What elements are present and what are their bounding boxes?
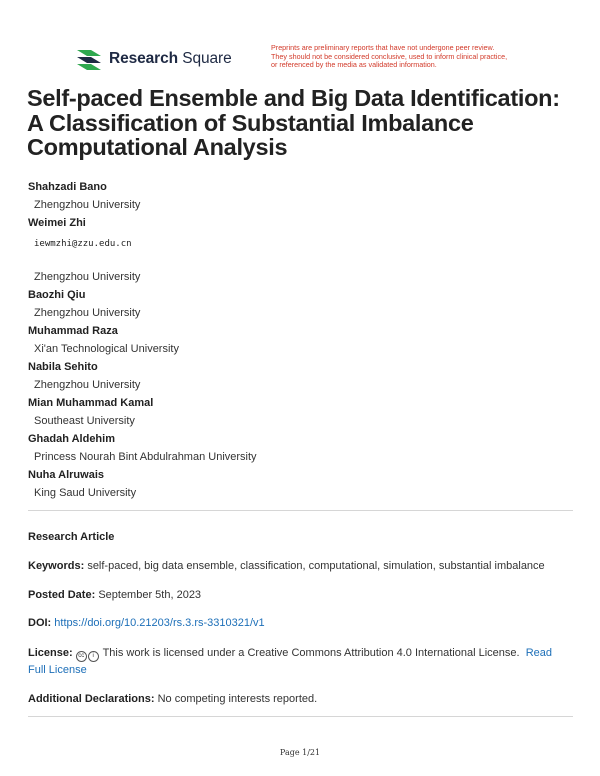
author-affiliation: Southeast University (34, 415, 135, 427)
author-name[interactable]: Baozhi Qiu (28, 289, 86, 301)
preprint-notice-line: They should not be considered conclusive, used to inform clinical practice, (271, 51, 508, 61)
keywords (28, 558, 578, 575)
author-affiliation: Zhengzhou University (34, 307, 141, 319)
author-list (28, 178, 568, 502)
posted-date-value: September 5th, 2023 (98, 589, 202, 601)
cc-by-icon: i (88, 651, 99, 662)
license-label: License: (28, 647, 73, 659)
author-affiliation: Zhengzhou University (34, 271, 141, 283)
preprint-notice-line: or referenced by the media as validated information. (271, 60, 437, 70)
author-name[interactable]: Weimei Zhi (28, 217, 86, 229)
paper-title: Self-paced Ensemble and Big Data Identification: A Classification of Substantial Imbalance Computational Analysis (27, 85, 560, 160)
research-square-logo[interactable] (75, 47, 232, 71)
section-divider (28, 716, 573, 717)
cc-icon: cc (76, 651, 87, 662)
author-name[interactable]: Mian Muhammad Kamal (28, 397, 154, 409)
author-affiliation: Zhengzhou University (34, 379, 141, 391)
doi-label: DOI: (28, 617, 52, 629)
read-full-license-link[interactable]: Read Full License (28, 647, 552, 676)
article-type: Research Article (28, 531, 115, 543)
author-name[interactable]: Nuha Alruwais (28, 469, 104, 481)
author-name[interactable]: Muhammad Raza (28, 325, 118, 337)
author-affiliation: Princess Nourah Bint Abdulrahman University (34, 451, 257, 463)
posted-date (28, 587, 578, 604)
keywords-value: self-paced, big data ensemble, classification, computational, simulation, substantial imbalance (87, 560, 545, 572)
preprint-notice-line: Preprints are preliminary reports that have not undergone peer review. (271, 43, 495, 52)
research-square-wordmark: Research Square (109, 50, 232, 67)
preprint-notice (271, 44, 571, 70)
author-name[interactable]: Nabila Sehito (28, 361, 98, 373)
license-text: This work is licensed under a Creative Commons Attribution 4.0 International License. (102, 647, 520, 659)
author-affiliation: Xi'an Technological University (34, 343, 179, 355)
author-affiliation: Zhengzhou University (34, 199, 141, 211)
keywords-label: Keywords: (28, 560, 85, 572)
doi-link[interactable]: https://doi.org/10.21203/rs.3.rs-3310321/v1 (54, 617, 265, 629)
license (28, 645, 578, 679)
section-divider (28, 510, 573, 511)
author-name[interactable]: Shahzadi Bano (28, 181, 107, 193)
page-number: Page 1/21 (279, 748, 321, 757)
author-email[interactable]: iewmzhi@zzu.edu.cn (34, 239, 132, 249)
research-square-logo-icon (75, 47, 103, 71)
author-name[interactable]: Ghadah Aldehim (28, 433, 115, 445)
posted-date-label: Posted Date: (28, 589, 96, 601)
declarations-value: No competing interests reported. (157, 693, 318, 705)
declarations-label: Additional Declarations: (28, 693, 155, 705)
author-affiliation: King Saud University (34, 487, 137, 499)
additional-declarations (28, 691, 578, 708)
doi (28, 615, 578, 632)
